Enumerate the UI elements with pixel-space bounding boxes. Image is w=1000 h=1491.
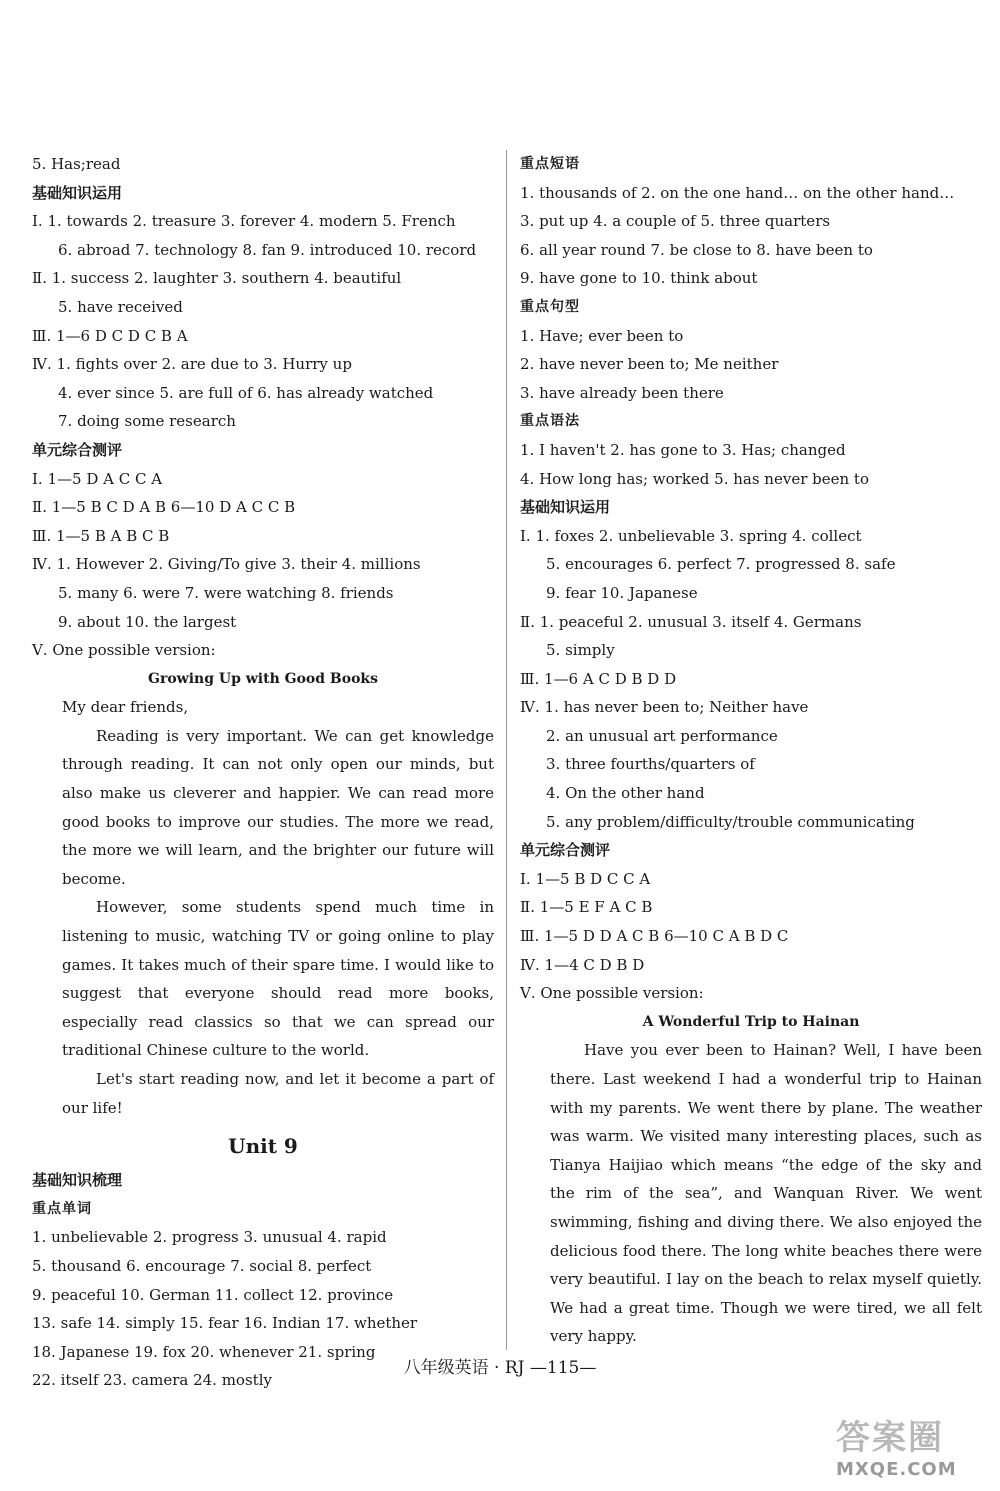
left-column bbox=[32, 150, 494, 1395]
right-column bbox=[520, 150, 982, 1351]
answer-line: 3. three fourths/quarters of bbox=[546, 755, 755, 774]
answer-line: 4. On the other hand bbox=[546, 784, 705, 803]
watermark-logo bbox=[836, 1410, 986, 1480]
answer-line: Ⅴ. One possible version: bbox=[520, 984, 704, 1003]
subsection-heading: 重点短语 bbox=[520, 156, 580, 172]
essay-title: A Wonderful Trip to Hainan bbox=[642, 1013, 860, 1030]
answer-line: 2. an unusual art performance bbox=[546, 726, 778, 745]
essay-salutation: My dear friends, bbox=[62, 698, 189, 717]
answer-line: 5. any problem/difficulty/trouble communicating bbox=[546, 812, 915, 831]
answer-line: Ⅲ. 1—5 D D A C B 6—10 C A B D C bbox=[520, 927, 789, 946]
answer-line: Ⅰ. 1. foxes 2. unbelievable 3. spring 4. collect bbox=[520, 526, 862, 545]
section-heading: 基础知识梳理 bbox=[32, 1171, 123, 1190]
answer-line: 1. unbelievable 2. progress 3. unusual 4. rapid bbox=[32, 1228, 387, 1247]
answer-line: 1. Have; ever been to bbox=[520, 326, 684, 345]
answer-line: 5. simply bbox=[546, 641, 615, 660]
answer-line: 5. have received bbox=[58, 297, 183, 316]
page-footer: 八年级英语 · RJ —115— bbox=[403, 1358, 597, 1378]
essay-paragraph: However, some students spend much time in listening to music, watching TV or going online to play games. It takes much of their spare time. I would like to suggest that everyone should read more books, especially read classics so that we can spread our traditional Chinese culture to the world. bbox=[62, 898, 494, 1060]
watermark-url: MXQE.COM bbox=[836, 1459, 957, 1480]
answer-line: 6. all year round 7. be close to 8. have been to bbox=[520, 240, 873, 259]
answer-line: Ⅰ. 1—5 B D C C A bbox=[520, 869, 651, 888]
answer-line: 5. Has;read bbox=[32, 155, 121, 173]
answer-line: Ⅱ. 1. success 2. laughter 3. southern 4. beautiful bbox=[32, 269, 402, 288]
section-heading: 基础知识运用 bbox=[520, 498, 611, 517]
answer-line: 5. thousand 6. encourage 7. social 8. perfect bbox=[32, 1256, 372, 1275]
answer-line: 5. many 6. were 7. were watching 8. friends bbox=[58, 583, 394, 602]
answer-line: Ⅳ. 1—4 C D B D bbox=[520, 955, 645, 974]
answer-line: Ⅱ. 1—5 B C D A B 6—10 D A C C B bbox=[32, 498, 296, 517]
answer-line: Ⅰ. 1. towards 2. treasure 3. forever 4. modern 5. French bbox=[32, 212, 456, 231]
answer-line: Ⅲ. 1—6 D C D C B A bbox=[32, 326, 188, 345]
answer-line: 1. thousands of 2. on the one hand… on the other hand… bbox=[520, 183, 955, 202]
answer-line: Ⅲ. 1—5 B A B C B bbox=[32, 526, 170, 545]
answer-line: 9. peaceful 10. German 11. collect 12. province bbox=[32, 1285, 394, 1304]
essay-title: Growing Up with Good Books bbox=[147, 670, 379, 687]
essay-paragraph: Have you ever been to Hainan? Well, I have been there. Last weekend I had a wonderful trip to Hainan with my parents. We went there by plane. The weather was warm. We visited many interesting places, such as Tianya Haijiao which means “the edge of the sky and the rim of the sea”, and Wanquan River. We went swimming, fishing and diving there. We also enjoyed the delicious food there. The long white beaches there were very beautiful. I lay on the beach to relax myself quietly. We had a great time. Though we were tired, we all felt very happy. bbox=[550, 1041, 982, 1346]
answer-line: 13. safe 14. simply 15. fear 16. Indian 17. whether bbox=[32, 1314, 418, 1333]
section-heading: 单元综合测评 bbox=[520, 841, 611, 860]
subsection-heading: 重点单词 bbox=[32, 1200, 92, 1217]
answer-line: 1. I haven't 2. has gone to 3. Has; changed bbox=[520, 440, 846, 459]
answer-line: Ⅱ. 1—5 E F A C B bbox=[520, 898, 653, 917]
section-heading: 基础知识运用 bbox=[32, 183, 123, 202]
answer-line: 4. ever since 5. are full of 6. has already watched bbox=[58, 383, 434, 402]
answer-line: 7. doing some research bbox=[58, 412, 236, 431]
watermark-logo-text: 答案圈 bbox=[836, 1418, 944, 1458]
answer-line: Ⅱ. 1. peaceful 2. unusual 3. itself 4. Germans bbox=[520, 612, 862, 631]
answer-line: Ⅲ. 1—6 A C D B D D bbox=[520, 669, 677, 688]
answer-line: 9. about 10. the largest bbox=[58, 612, 237, 631]
essay-paragraph: Let's start reading now, and let it become a part of our life! bbox=[62, 1070, 494, 1117]
essay-paragraph: Reading is very important. We can get knowledge through reading. It can not only open our minds, but also make us cleverer and happier. We can read more good books to improve our studies. The more we read, the more we will learn, and the brighter our future will become. bbox=[62, 726, 494, 888]
answer-line: 9. fear 10. Japanese bbox=[546, 583, 698, 602]
answer-line: 6. abroad 7. technology 8. fan 9. introduced 10. record bbox=[58, 240, 477, 259]
answer-line: 5. encourages 6. perfect 7. progressed 8. safe bbox=[546, 555, 896, 574]
subsection-heading: 重点句型 bbox=[520, 298, 580, 315]
answer-line: 3. put up 4. a couple of 5. three quarters bbox=[520, 212, 831, 231]
answer-line: Ⅰ. 1—5 D A C C A bbox=[32, 469, 163, 488]
answer-line: 2. have never been to; Me neither bbox=[520, 355, 779, 374]
answer-line: Ⅳ. 1. However 2. Giving/To give 3. their 4. millions bbox=[32, 555, 421, 574]
answer-line: Ⅳ. 1. has never been to; Neither have bbox=[520, 698, 809, 717]
answer-line: Ⅳ. 1. fights over 2. are due to 3. Hurry up bbox=[32, 355, 352, 374]
answer-line: 4. How long has; worked 5. has never been to bbox=[520, 469, 869, 488]
answer-line: 18. Japanese 19. fox 20. whenever 21. spring bbox=[32, 1342, 376, 1361]
unit-title: Unit 9 bbox=[228, 1134, 298, 1159]
answer-line: 9. have gone to 10. think about bbox=[520, 269, 758, 288]
section-heading: 单元综合测评 bbox=[32, 440, 123, 459]
answer-line: 3. have already been there bbox=[520, 383, 724, 402]
subsection-heading: 重点语法 bbox=[520, 413, 580, 430]
column-divider bbox=[506, 150, 507, 1350]
answer-line: 22. itself 23. camera 24. mostly bbox=[32, 1371, 272, 1390]
answer-line: Ⅴ. One possible version: bbox=[32, 641, 216, 660]
